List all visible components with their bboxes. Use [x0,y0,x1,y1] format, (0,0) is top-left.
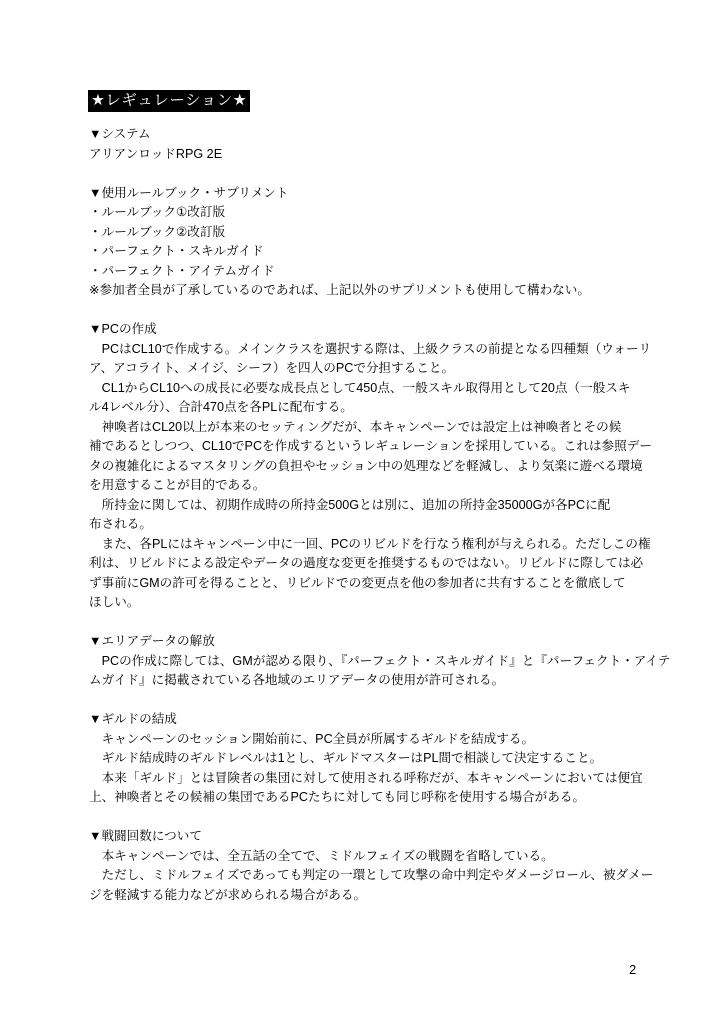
section-spacer [89,613,649,633]
text-line: ・ルールブック①改訂版 [89,205,226,219]
text-line: 上、神喚者とその候補の集団であるPCたちに対しても同じ呼称を使用する場合がある。 [89,790,586,804]
section [89,827,654,905]
section [89,125,649,164]
text-line: 補であるとしつつ、CL10でPCを作成するというレギュレーションを採用している。これは参照デー [89,439,652,453]
text-line: ・パーフェクト・アイテムガイド [89,263,275,278]
text-line: 所持金に関しては、初期作成時の所持金500Gとは別に、追加の所持金35000Gが各PCに配 [89,497,611,512]
section-heading: ▼戦闘回数について [89,829,202,843]
text-line: 布される。 [89,517,152,531]
text-line: ・パーフェクト・スキルガイド [89,244,264,258]
text-line: ず事前にGMの許可を得ることと、リビルドでの変更点を他の参加者に共有することを徹底して [89,575,626,590]
text-line: PCの作成に際しては、GMが認める限り、『パーフェクト・スキルガイド』と『パーフェクト・アイテ [89,653,671,668]
text-line: また、各PLにはキャンペーン中に一回、PCのリビルドを行なう権利が与えられる。ただしこの権 [89,536,651,551]
page-number: 2 [629,962,637,977]
text-line: 本キャンペーンでは、全五話の全てで、ミドルフェイズの戦闘を省略している。 [89,848,554,863]
text-line: ※参加者全員が了承しているのであれば、上記以外のサプリメントも使用して構わない。 [89,283,590,297]
text-line: ギルド結成時のギルドレベルは1とし、ギルドマスターはPL間で相談して決定すること。 [89,751,603,765]
section [89,710,649,808]
text-line: ア、アコライト、メイジ、シーフ）を四人のPCで分担すること。 [89,361,455,375]
text-line: ジを軽減する能力などが求められる場合がある。 [89,887,367,902]
section [89,320,652,613]
text-line: ムガイド』に掲載されている各地域のエリアデータの使用が許可される。 [89,673,505,687]
section-spacer [89,808,649,828]
text-line: 利は、リビルドによる設定やデータの過度な変更を推奨するものではない。リビルドに際しては必 [89,556,644,570]
section-spacer [89,164,649,184]
text-line: CL1からCL10への成長に必要な成長点として450点、一般スキル取得用として20点（一般スキ [89,380,631,395]
section [89,632,671,691]
document-body [89,125,671,905]
text-line: ただし、ミドルフェイズであっても判定の一環として攻撃の命中判定やダメージロール、被ダメー [89,868,654,882]
section-heading: ▼システム [89,127,151,141]
text-line: ル4レベル分）、合計470点を各PLに配布する。 [89,400,353,414]
section-heading: ▼ギルドの結成 [89,712,177,726]
text-line: PCはCL10で作成する。メインクラスを選択する際は、上級クラスの前提となる四種類（ウォーリ [89,341,652,356]
text-line: ・ルールブック②改訂版 [89,224,226,239]
text-line: タの複雑化によるマスタリングの負担やセッション中の処理などを軽減し、より気楽に遊べる環境 [89,458,643,473]
section-spacer [89,301,649,321]
section-heading: ▼エリアデータの解放 [89,634,215,648]
text-line: ほしい。 [89,595,140,609]
text-line: アリアンロッドRPG 2E [89,146,223,161]
section-heading: ▼使用ルールブック・サプリメント [89,185,289,200]
section [89,184,649,301]
section-spacer [89,691,649,711]
text-line: 神喚者はCL20以上が本来のセッティングだが、本キャンペーンでは設定上は神喚者とその候 [89,419,622,434]
section-heading: ▼PCの作成 [89,322,157,336]
document-title: ★レギュレーション★ [88,90,250,112]
text-line: 本来「ギルド」とは冒険者の集団に対して使用される呼称だが、本キャンペーンにおいては便宜 [89,770,643,785]
text-line: キャンペーンのセッション開始前に、PC全員が所属するギルドを結成する。 [89,731,535,746]
text-line: を用意することが目的である。 [89,478,266,492]
